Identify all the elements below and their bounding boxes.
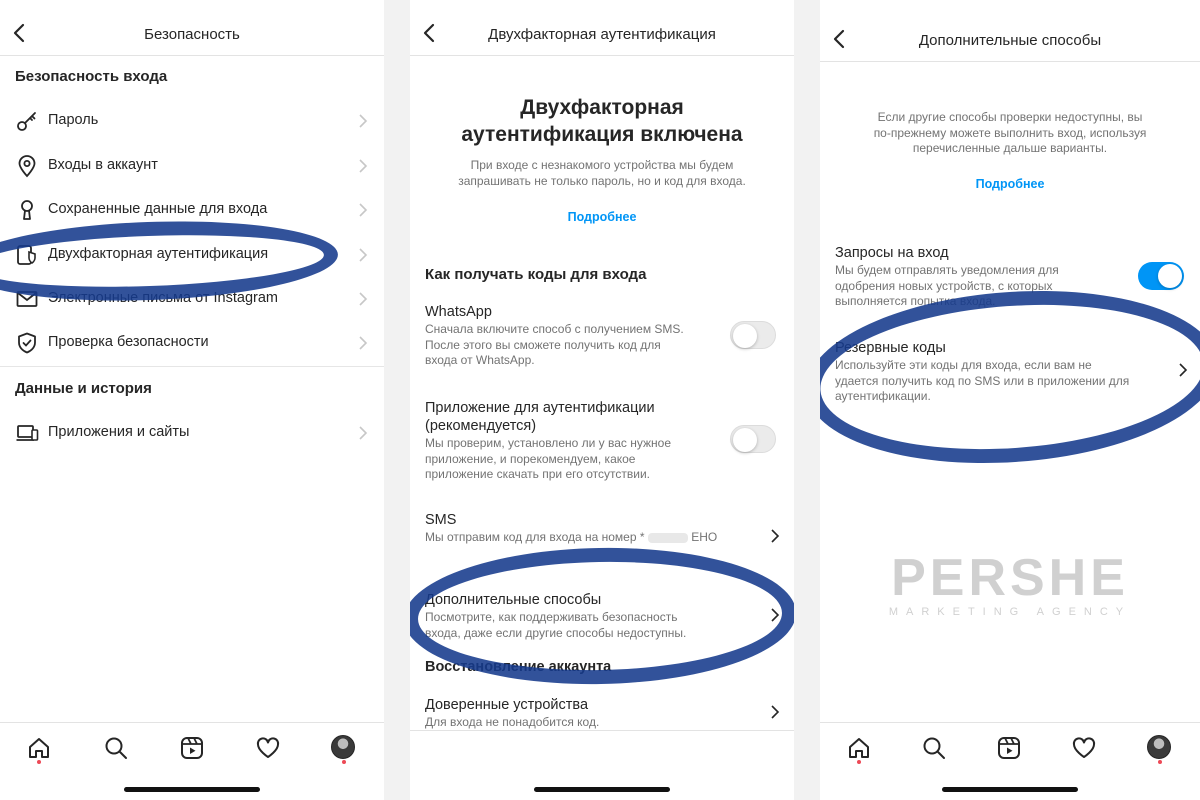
chevron-right-icon	[358, 335, 368, 351]
header	[410, 14, 794, 56]
shield-phone-icon	[15, 243, 39, 267]
bottom-tab-bar	[0, 722, 384, 800]
option-title: Запросы на вход	[835, 245, 949, 261]
description-line: приложение скачать при его отсутствии.	[425, 467, 651, 481]
description-line: приложение, и порекомендуем, какое	[425, 451, 636, 466]
profile-notification-dot	[342, 760, 346, 764]
chevron-right-icon	[1178, 362, 1188, 383]
option-title: WhatsApp	[425, 304, 492, 320]
menu-item-security-checkup[interactable]	[0, 323, 384, 363]
watermark-logo	[880, 549, 1140, 618]
option-title: Дополнительные способы	[425, 592, 602, 608]
description-line: После этого вы сможете получить код для	[425, 337, 661, 352]
devices-icon	[15, 421, 39, 445]
menu-item-login-activity[interactable]	[0, 146, 384, 186]
location-pin-icon	[15, 154, 39, 178]
menu-item-label: Двухфакторная аутентификация	[48, 246, 269, 262]
toggle-knob	[733, 428, 757, 452]
section-how-get-codes: Как получать коды для входа	[425, 266, 647, 283]
description-line: запрашивать не только пароль, но и код для входа.	[458, 174, 746, 188]
option-login-requests[interactable]	[835, 244, 1185, 310]
intro-line: перечисленные дальше варианты.	[912, 141, 1108, 155]
learn-more-link[interactable]: Подробнее	[567, 210, 637, 224]
learn-more-link[interactable]: Подробнее	[975, 177, 1045, 191]
intro-line: Если другие способы проверки недоступны, вы	[877, 110, 1143, 124]
option-additional-methods[interactable]	[425, 591, 779, 641]
description-line: одобрения новых устройств, с которых	[835, 278, 1053, 293]
bottom-bar	[410, 730, 794, 800]
login-requests-toggle[interactable]	[1138, 262, 1184, 290]
page-title: Безопасность	[144, 26, 240, 43]
home-notification-dot	[37, 760, 41, 764]
home-indicator	[124, 787, 260, 792]
option-whatsapp[interactable]	[425, 303, 779, 369]
description-line: входа, даже если другие способы недоступны.	[425, 625, 687, 640]
headline-line: Двухфакторная	[520, 96, 684, 119]
menu-item-label: Приложения и сайты	[48, 424, 190, 440]
option-description	[425, 530, 779, 546]
description-line: Используйте эти коды для входа, если вам не	[835, 358, 1092, 372]
heart-icon[interactable]	[1071, 735, 1097, 761]
watermark-tagline: MARKETING AGENCY	[888, 606, 1132, 618]
security-screen	[0, 0, 384, 800]
title-line: (рекомендуется)	[425, 418, 537, 434]
auth-app-toggle[interactable]	[730, 425, 776, 453]
option-description	[835, 263, 1185, 310]
key-icon	[15, 109, 39, 133]
menu-item-label: Входы в аккаунт	[48, 157, 158, 173]
chevron-right-icon	[358, 247, 368, 263]
chevron-right-icon	[358, 158, 368, 174]
heart-icon[interactable]	[255, 735, 281, 761]
toggle-knob	[1158, 264, 1182, 288]
profile-avatar[interactable]	[331, 735, 357, 761]
headline-line: аутентификация включена	[461, 123, 743, 146]
menu-item-emails[interactable]	[0, 279, 384, 319]
menu-item-label: Сохраненные данные для входа	[48, 201, 268, 217]
search-icon[interactable]	[921, 735, 947, 761]
reels-icon[interactable]	[179, 735, 205, 761]
menu-item-label: Проверка безопасности	[48, 334, 209, 350]
intro-line: по-прежнему можете выполнить вход, используя	[873, 125, 1147, 140]
option-title: Резервные коды	[835, 340, 946, 356]
home-indicator	[942, 787, 1078, 792]
option-description	[425, 322, 779, 369]
description-line: Сначала включите способ с получением SMS.	[425, 322, 684, 336]
title-line: Приложение для аутентификации	[425, 400, 655, 416]
home-indicator	[534, 787, 670, 792]
home-notification-dot	[857, 760, 861, 764]
option-sms[interactable]	[425, 511, 779, 546]
header	[0, 14, 384, 56]
description-line: выполняется попытка входа.	[835, 294, 996, 308]
home-icon[interactable]	[846, 735, 872, 761]
description-line: удается получить код по SMS или в приложении для	[835, 373, 1130, 388]
description-line: аутентификации.	[835, 389, 931, 403]
bottom-tab-bar	[820, 722, 1200, 800]
description-line: Мы отправим код для входа на номер *	[425, 530, 645, 544]
option-title: Доверенные устройства	[425, 697, 589, 713]
headline	[410, 94, 794, 148]
menu-item-saved-login[interactable]	[0, 190, 384, 230]
description-line: Посмотрите, как поддерживать безопасность	[425, 610, 678, 624]
toggle-knob	[733, 324, 757, 348]
whatsapp-toggle[interactable]	[730, 321, 776, 349]
menu-item-apps-websites[interactable]	[0, 413, 384, 453]
mail-icon	[15, 287, 39, 311]
chevron-right-icon	[358, 425, 368, 441]
option-description: Для входа не понадобится код.	[425, 715, 600, 729]
intro-text	[820, 110, 1200, 157]
option-description	[425, 610, 779, 641]
profile-avatar[interactable]	[1147, 735, 1173, 761]
option-description	[835, 358, 1185, 405]
menu-item-password[interactable]	[0, 101, 384, 141]
menu-item-label: Пароль	[48, 112, 99, 128]
page-title: Двухфакторная аутентификация	[488, 26, 716, 43]
menu-item-label: Электронные письма от Instagram	[48, 290, 278, 306]
masked-phone-number	[648, 533, 688, 543]
profile-notification-dot	[1158, 760, 1162, 764]
additional-methods-screen	[820, 0, 1200, 800]
section-login-security: Безопасность входа	[15, 68, 168, 85]
description-line: входа от WhatsApp.	[425, 353, 535, 367]
chevron-right-icon	[770, 704, 780, 725]
option-auth-app[interactable]	[425, 399, 779, 483]
option-description	[425, 436, 779, 483]
chevron-right-icon	[770, 528, 780, 549]
section-data-history: Данные и история	[15, 380, 152, 397]
menu-item-two-factor[interactable]	[0, 235, 384, 275]
chevron-right-icon	[358, 202, 368, 218]
description-line: Мы будем отправлять уведомления для	[835, 263, 1059, 277]
search-icon[interactable]	[103, 735, 129, 761]
shield-check-icon	[15, 331, 39, 355]
reels-icon[interactable]	[996, 735, 1022, 761]
headline-description	[410, 157, 794, 189]
chevron-right-icon	[358, 113, 368, 129]
page-title: Дополнительные способы	[918, 32, 1102, 49]
option-backup-codes[interactable]	[835, 339, 1185, 405]
home-icon[interactable]	[26, 735, 52, 761]
watermark-brand: PERSHE	[891, 549, 1129, 607]
chevron-right-icon	[358, 291, 368, 307]
option-trusted-devices[interactable]	[425, 696, 779, 731]
description-line: Мы проверим, установлено ли у вас нужное	[425, 436, 672, 450]
section-divider	[0, 366, 384, 367]
description-line: При входе с незнакомого устройства мы будем	[470, 158, 734, 172]
header	[820, 20, 1200, 62]
option-title: SMS	[425, 512, 457, 528]
option-title	[425, 399, 779, 435]
phone-suffix: ЕНО	[691, 530, 718, 544]
section-account-recovery: Восстановление аккаунта	[425, 659, 612, 675]
two-factor-screen	[410, 0, 794, 800]
chevron-right-icon	[770, 607, 780, 628]
keyhole-icon	[15, 198, 39, 222]
